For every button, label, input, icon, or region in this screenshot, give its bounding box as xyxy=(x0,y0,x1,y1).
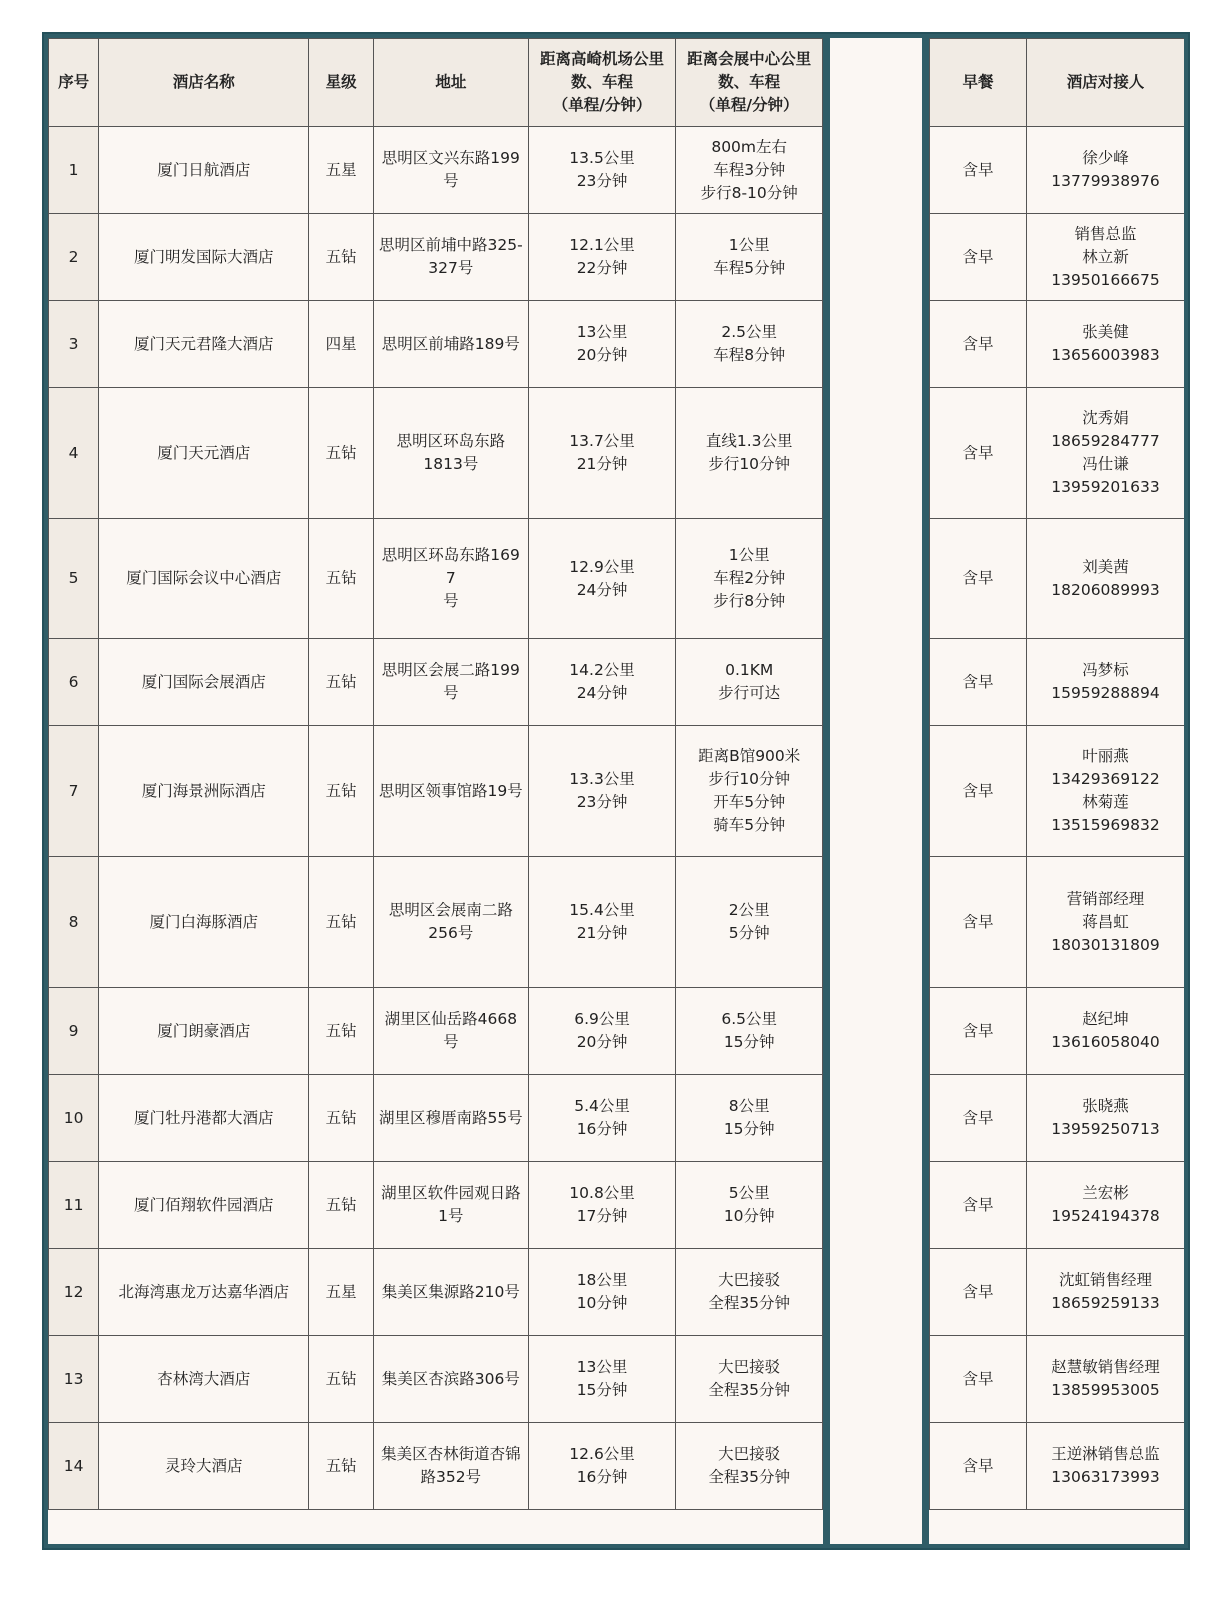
expo-distance-line: 15分钟 xyxy=(723,1033,775,1051)
row-index: 13 xyxy=(49,1336,99,1423)
table-row xyxy=(49,519,823,639)
header-airport-distance xyxy=(528,39,676,127)
hotel-table-frame xyxy=(42,32,1190,1550)
hotel-address xyxy=(373,857,528,988)
hotel-address xyxy=(373,1075,528,1162)
hotel-address xyxy=(373,639,528,726)
star-rating: 五钻 xyxy=(309,388,374,519)
hotel-name: 厦门天元君隆大酒店 xyxy=(99,301,309,388)
hotel-name: 厦门朗豪酒店 xyxy=(99,988,309,1075)
hotel-contact xyxy=(1027,519,1185,639)
airport-distance-line: 21分钟 xyxy=(576,924,628,942)
expo-distance-line: 0.1KM xyxy=(725,661,774,679)
expo-distance xyxy=(676,988,823,1075)
hotel-name: 厦门明发国际大酒店 xyxy=(99,214,309,301)
expo-distance-line: 2.5公里 xyxy=(721,323,777,341)
star-rating: 四星 xyxy=(309,301,374,388)
table-row xyxy=(49,1162,823,1249)
expo-distance-line: 2公里 xyxy=(728,901,770,919)
table-row xyxy=(930,857,1185,988)
star-rating: 五钻 xyxy=(309,1075,374,1162)
table-row xyxy=(930,726,1185,857)
table-row xyxy=(930,388,1185,519)
breakfast: 含早 xyxy=(930,988,1027,1075)
star-rating: 五星 xyxy=(309,1249,374,1336)
table-row xyxy=(930,519,1185,639)
expo-distance-line: 大巴接驳 xyxy=(718,1271,781,1289)
row-index: 5 xyxy=(49,519,99,639)
hotel-contact-line: 13779938976 xyxy=(1051,172,1160,190)
row-index: 2 xyxy=(49,214,99,301)
airport-distance-line: 23分钟 xyxy=(576,793,628,811)
breakfast: 含早 xyxy=(930,1075,1027,1162)
hotel-address-line: 思明区文兴东路199 xyxy=(381,149,520,167)
table-row xyxy=(930,301,1185,388)
expo-distance-line: 10分钟 xyxy=(723,1207,775,1225)
contact-table xyxy=(929,38,1184,1510)
expo-distance-line: 步行8分钟 xyxy=(713,592,786,610)
expo-distance-line: 大巴接驳 xyxy=(718,1445,781,1463)
header-row xyxy=(49,39,823,127)
row-index: 9 xyxy=(49,988,99,1075)
hotel-contact xyxy=(1027,1336,1185,1423)
header-hotel-name: 酒店名称 xyxy=(99,39,309,127)
table-row xyxy=(49,1336,823,1423)
header-breakfast: 早餐 xyxy=(930,39,1027,127)
hotel-address xyxy=(373,988,528,1075)
hotel-name: 厦门白海豚酒店 xyxy=(99,857,309,988)
header-expo-line: （单程/分钟） xyxy=(699,96,799,114)
hotel-address-line: 327号 xyxy=(428,259,474,277)
hotel-name: 灵玲大酒店 xyxy=(99,1423,309,1510)
hotel-contact-line: 张晓燕 xyxy=(1082,1097,1129,1115)
hotel-name: 厦门海景洲际酒店 xyxy=(99,726,309,857)
header-row xyxy=(930,39,1185,127)
table-row xyxy=(930,1249,1185,1336)
header-airport-line: 数、车程 xyxy=(571,73,634,91)
breakfast: 含早 xyxy=(930,127,1027,214)
expo-distance xyxy=(676,1249,823,1336)
expo-distance-line: 800m左右 xyxy=(711,137,788,156)
hotel-contact-line: 18206089993 xyxy=(1051,580,1160,599)
expo-distance xyxy=(676,301,823,388)
star-rating: 五钻 xyxy=(309,1162,374,1249)
row-index: 7 xyxy=(49,726,99,857)
breakfast: 含早 xyxy=(930,301,1027,388)
star-rating: 五钻 xyxy=(309,988,374,1075)
hotel-contact-line: 18659259133 xyxy=(1051,1294,1160,1312)
expo-distance-line: 5分钟 xyxy=(728,924,770,942)
airport-distance xyxy=(528,988,676,1075)
table-row xyxy=(49,639,823,726)
table-row xyxy=(930,1336,1185,1423)
table-row xyxy=(930,1162,1185,1249)
expo-distance-line: 1公里 xyxy=(728,236,770,254)
airport-distance-line: 17分钟 xyxy=(576,1207,628,1225)
hotel-address-line: 思明区前埔中路325- xyxy=(379,236,523,254)
expo-distance-line: 步行可达 xyxy=(718,684,781,702)
airport-distance-line: 13.3公里 xyxy=(569,770,635,788)
airport-distance-line: 13.5公里 xyxy=(569,149,635,167)
star-rating: 五钻 xyxy=(309,857,374,988)
airport-distance-line: 12.9公里 xyxy=(569,557,635,576)
airport-distance-line: 16分钟 xyxy=(576,1120,628,1138)
airport-distance xyxy=(528,127,676,214)
airport-distance-line: 5.4公里 xyxy=(574,1097,630,1115)
hotel-address-line: 1号 xyxy=(438,1207,464,1225)
airport-distance-line: 18公里 xyxy=(576,1271,628,1289)
hotel-contact-line: 18659284777 xyxy=(1051,432,1160,450)
hotel-name: 厦门天元酒店 xyxy=(99,388,309,519)
airport-distance xyxy=(528,1249,676,1336)
airport-distance xyxy=(528,726,676,857)
airport-distance-line: 15.4公里 xyxy=(569,901,635,919)
hotel-contact-line: 林立新 xyxy=(1082,247,1129,266)
hotel-contact-line: 13515969832 xyxy=(1051,816,1160,834)
hotel-contact-line: 13950166675 xyxy=(1051,270,1160,289)
row-index: 1 xyxy=(49,127,99,214)
hotel-name: 厦门国际会议中心酒店 xyxy=(99,519,309,639)
airport-distance-line: 24分钟 xyxy=(576,684,628,702)
hotel-contact-line: 林菊莲 xyxy=(1082,793,1129,811)
hotel-name: 厦门国际会展酒店 xyxy=(99,639,309,726)
hotel-contact-line: 叶丽燕 xyxy=(1082,747,1129,765)
airport-distance-line: 20分钟 xyxy=(576,1033,628,1051)
expo-distance-line: 5公里 xyxy=(728,1184,770,1202)
hotel-info-table xyxy=(48,38,823,1510)
hotel-address-line: 思明区会展二路199 xyxy=(381,661,520,679)
hotel-contact-line: 13429369122 xyxy=(1051,770,1160,788)
breakfast: 含早 xyxy=(930,1249,1027,1336)
hotel-contact-line: 刘美茜 xyxy=(1082,557,1129,576)
table-row xyxy=(930,214,1185,301)
hotel-contact-line: 冯梦标 xyxy=(1082,661,1129,679)
airport-distance-line: 16分钟 xyxy=(576,1468,628,1486)
hotel-address xyxy=(373,214,528,301)
breakfast: 含早 xyxy=(930,639,1027,726)
hotel-contact-line: 赵纪坤 xyxy=(1082,1010,1129,1028)
row-index: 8 xyxy=(49,857,99,988)
hotel-contact xyxy=(1027,726,1185,857)
table-row xyxy=(49,1423,823,1510)
expo-distance xyxy=(676,1075,823,1162)
star-rating: 五钻 xyxy=(309,1336,374,1423)
hotel-contact xyxy=(1027,388,1185,519)
airport-distance xyxy=(528,1423,676,1510)
table-row xyxy=(49,1075,823,1162)
airport-distance-line: 24分钟 xyxy=(576,580,628,599)
hotel-address-line: 号 xyxy=(443,592,459,610)
airport-distance-line: 12.1公里 xyxy=(569,236,635,254)
airport-distance-line: 13.7公里 xyxy=(569,432,635,450)
hotel-info-panel xyxy=(48,38,823,1544)
breakfast: 含早 xyxy=(930,519,1027,639)
hotel-address xyxy=(373,127,528,214)
header-star-rating: 星级 xyxy=(309,39,374,127)
table-row xyxy=(49,726,823,857)
hotel-name: 厦门日航酒店 xyxy=(99,127,309,214)
hotel-address xyxy=(373,1162,528,1249)
hotel-contact xyxy=(1027,301,1185,388)
hotel-address-line: 集美区杏滨路306号 xyxy=(381,1369,520,1388)
breakfast: 含早 xyxy=(930,1336,1027,1423)
hotel-address-line: 1813号 xyxy=(423,455,479,473)
table-row xyxy=(930,1075,1185,1162)
hotel-contact-line: 13616058040 xyxy=(1051,1033,1160,1051)
hotel-address-line: 集美区集源路210号 xyxy=(381,1282,520,1301)
row-index: 12 xyxy=(49,1249,99,1336)
expo-distance-line: 车程3分钟 xyxy=(713,160,786,179)
airport-distance xyxy=(528,519,676,639)
expo-distance-line: 车程2分钟 xyxy=(713,569,786,587)
hotel-address-line: 集美区杏林街道杏锦 xyxy=(381,1445,521,1463)
table-row xyxy=(49,1249,823,1336)
expo-distance-line: 骑车5分钟 xyxy=(713,816,786,834)
star-rating: 五钻 xyxy=(309,519,374,639)
row-index: 10 xyxy=(49,1075,99,1162)
star-rating: 五钻 xyxy=(309,726,374,857)
hotel-contact-line: 张美健 xyxy=(1082,323,1129,341)
hotel-contact-line: 沈虹销售经理 xyxy=(1058,1271,1152,1289)
hotel-address xyxy=(373,1423,528,1510)
breakfast: 含早 xyxy=(930,1162,1027,1249)
table-row xyxy=(49,214,823,301)
expo-distance-line: 全程35分钟 xyxy=(708,1381,791,1399)
airport-distance xyxy=(528,214,676,301)
hotel-contact xyxy=(1027,988,1185,1075)
breakfast: 含早 xyxy=(930,857,1027,988)
expo-distance-line: 步行8-10分钟 xyxy=(700,183,798,202)
hotel-contact-line: 蒋昌虹 xyxy=(1082,912,1129,931)
expo-distance xyxy=(676,214,823,301)
star-rating: 五星 xyxy=(309,127,374,214)
hotel-address-line: 号 xyxy=(443,1033,459,1051)
hotel-address xyxy=(373,519,528,639)
airport-distance xyxy=(528,639,676,726)
airport-distance-line: 15分钟 xyxy=(576,1381,628,1399)
table-row xyxy=(49,988,823,1075)
hotel-contact xyxy=(1027,1162,1185,1249)
row-index: 3 xyxy=(49,301,99,388)
star-rating: 五钻 xyxy=(309,639,374,726)
airport-distance-line: 14.2公里 xyxy=(569,661,635,679)
hotel-address-line: 思明区环岛东路1697 xyxy=(381,546,520,587)
hotel-contact-line: 13063173993 xyxy=(1051,1468,1160,1486)
hotel-address xyxy=(373,1249,528,1336)
hotel-address xyxy=(373,301,528,388)
star-rating: 五钻 xyxy=(309,214,374,301)
table-row xyxy=(930,988,1185,1075)
hotel-address-line: 思明区会展南二路 xyxy=(388,901,513,919)
contact-panel xyxy=(929,38,1184,1544)
expo-distance xyxy=(676,1336,823,1423)
hotel-contact-line: 13959250713 xyxy=(1051,1120,1160,1138)
header-address: 地址 xyxy=(373,39,528,127)
hotel-name: 厦门牡丹港都大酒店 xyxy=(99,1075,309,1162)
breakfast: 含早 xyxy=(930,214,1027,301)
hotel-contact-line: 13859953005 xyxy=(1051,1381,1160,1399)
hotel-contact xyxy=(1027,639,1185,726)
expo-distance-line: 全程35分钟 xyxy=(708,1294,791,1312)
hotel-contact-line: 徐少峰 xyxy=(1082,149,1129,167)
airport-distance-line: 23分钟 xyxy=(576,172,628,190)
hotel-contact xyxy=(1027,214,1185,301)
hotel-name: 北海湾惠龙万达嘉华酒店 xyxy=(99,1249,309,1336)
airport-distance xyxy=(528,1336,676,1423)
airport-distance-line: 10.8公里 xyxy=(569,1184,635,1202)
hotel-contact-line: 13959201633 xyxy=(1051,478,1160,496)
hotel-contact xyxy=(1027,857,1185,988)
hotel-address-line: 湖里区软件园观日路 xyxy=(381,1184,521,1202)
airport-distance-line: 6.9公里 xyxy=(574,1010,630,1028)
hotel-address-line: 号 xyxy=(443,172,459,190)
breakfast: 含早 xyxy=(930,1423,1027,1510)
blank-column-panel xyxy=(830,38,922,1544)
expo-distance-line: 开车5分钟 xyxy=(713,793,786,811)
hotel-address xyxy=(373,1336,528,1423)
breakfast: 含早 xyxy=(930,726,1027,857)
airport-distance-line: 22分钟 xyxy=(576,259,628,277)
hotel-address xyxy=(373,388,528,519)
expo-distance xyxy=(676,639,823,726)
hotel-name: 杏林湾大酒店 xyxy=(99,1336,309,1423)
breakfast: 含早 xyxy=(930,388,1027,519)
airport-distance-line: 21分钟 xyxy=(576,455,628,473)
airport-distance xyxy=(528,857,676,988)
hotel-contact-line: 15959288894 xyxy=(1051,684,1160,702)
airport-distance xyxy=(528,388,676,519)
airport-distance-line: 20分钟 xyxy=(576,346,628,364)
hotel-address-line: 路352号 xyxy=(420,1468,482,1486)
header-contact: 酒店对接人 xyxy=(1027,39,1185,127)
expo-distance-line: 车程5分钟 xyxy=(713,259,786,277)
expo-distance xyxy=(676,1423,823,1510)
table-row xyxy=(49,857,823,988)
table-row xyxy=(49,127,823,214)
expo-distance-line: 大巴接驳 xyxy=(718,1358,781,1376)
expo-distance-line: 步行10分钟 xyxy=(708,770,791,788)
header-index: 序号 xyxy=(49,39,99,127)
hotel-contact-line: 19524194378 xyxy=(1051,1207,1160,1225)
expo-distance-line: 直线1.3公里 xyxy=(705,432,793,450)
expo-distance-line: 6.5公里 xyxy=(721,1010,777,1028)
expo-distance xyxy=(676,519,823,639)
hotel-contact xyxy=(1027,1249,1185,1336)
hotel-contact-line: 沈秀娟 xyxy=(1082,409,1129,427)
expo-distance-line: 1公里 xyxy=(728,546,770,564)
hotel-contact-line: 13656003983 xyxy=(1051,346,1160,364)
hotel-address xyxy=(373,726,528,857)
row-index: 14 xyxy=(49,1423,99,1510)
table-row xyxy=(930,127,1185,214)
expo-distance xyxy=(676,1162,823,1249)
table-row xyxy=(49,388,823,519)
hotel-contact xyxy=(1027,127,1185,214)
expo-distance xyxy=(676,388,823,519)
expo-distance-line: 车程8分钟 xyxy=(713,346,786,364)
expo-distance-line: 距离B馆900米 xyxy=(698,747,801,765)
airport-distance xyxy=(528,301,676,388)
airport-distance-line: 13公里 xyxy=(576,1358,628,1376)
hotel-contact-line: 销售总监 xyxy=(1074,224,1137,243)
expo-distance xyxy=(676,857,823,988)
row-index: 11 xyxy=(49,1162,99,1249)
airport-distance-line: 10分钟 xyxy=(576,1294,628,1312)
table-row xyxy=(930,1423,1185,1510)
hotel-name: 厦门佰翔软件园酒店 xyxy=(99,1162,309,1249)
airport-distance-line: 12.6公里 xyxy=(569,1445,635,1463)
hotel-contact-line: 营销部经理 xyxy=(1066,889,1145,908)
table-row xyxy=(930,639,1185,726)
header-expo-line: 距离会展中心公里 xyxy=(687,50,812,68)
hotel-address-line: 思明区领事馆路19号 xyxy=(378,781,523,800)
expo-distance-line: 8公里 xyxy=(728,1097,770,1115)
header-airport-line: 距离高崎机场公里 xyxy=(540,50,665,68)
hotel-address-line: 号 xyxy=(443,684,459,702)
hotel-address-line: 湖里区穆厝南路55号 xyxy=(378,1108,523,1127)
hotel-contact xyxy=(1027,1075,1185,1162)
expo-distance-line: 全程35分钟 xyxy=(708,1468,791,1486)
hotel-address-line: 思明区环岛东路 xyxy=(396,432,506,450)
header-airport-line: （单程/分钟） xyxy=(552,96,652,114)
hotel-address-line: 思明区前埔路189号 xyxy=(381,334,520,353)
airport-distance xyxy=(528,1162,676,1249)
header-expo-distance xyxy=(676,39,823,127)
hotel-contact xyxy=(1027,1423,1185,1510)
hotel-contact-line: 王逆淋销售总监 xyxy=(1051,1445,1160,1463)
hotel-address-line: 湖里区仙岳路4668 xyxy=(384,1010,518,1028)
airport-distance-line: 13公里 xyxy=(576,323,628,341)
airport-distance xyxy=(528,1075,676,1162)
row-index: 6 xyxy=(49,639,99,726)
hotel-contact-line: 兰宏彬 xyxy=(1082,1184,1129,1202)
row-index: 4 xyxy=(49,388,99,519)
hotel-address-line: 256号 xyxy=(428,924,474,942)
expo-distance-line: 15分钟 xyxy=(723,1120,775,1138)
hotel-contact-line: 赵慧敏销售经理 xyxy=(1051,1358,1160,1376)
star-rating: 五钻 xyxy=(309,1423,374,1510)
expo-distance-line: 步行10分钟 xyxy=(708,455,791,473)
expo-distance xyxy=(676,127,823,214)
hotel-contact-line: 18030131809 xyxy=(1051,935,1160,954)
table-row xyxy=(49,301,823,388)
hotel-contact-line: 冯仕谦 xyxy=(1082,455,1129,473)
expo-distance xyxy=(676,726,823,857)
header-expo-line: 数、车程 xyxy=(718,73,781,91)
